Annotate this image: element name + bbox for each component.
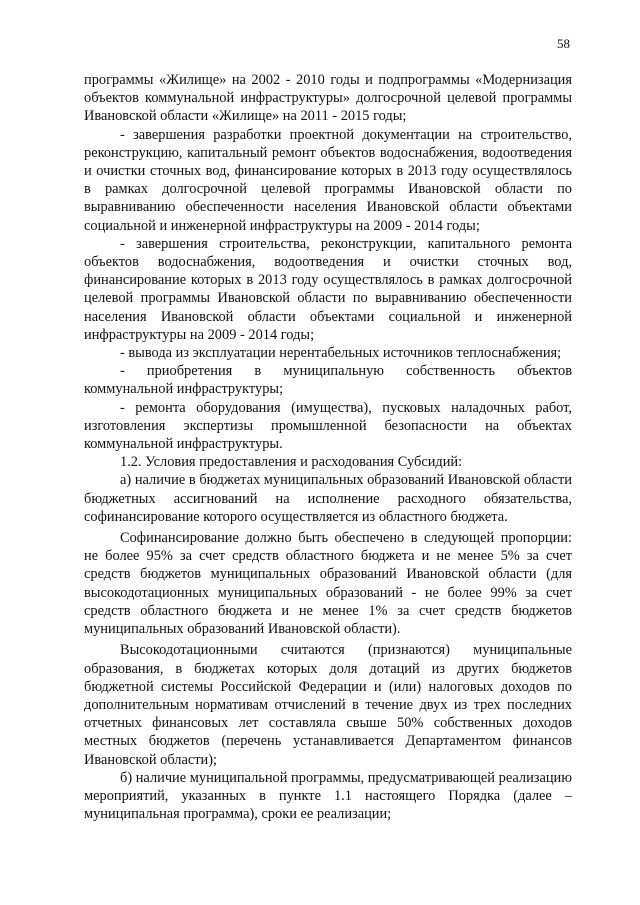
document-body bbox=[84, 71, 572, 823]
page-number: 58 bbox=[557, 36, 570, 51]
paragraph: б) наличие муниципальной программы, предусматривающей реализацию мероприятий, указанных в пункте 1.1 настоящего Порядка (далее – муниципальная программа), сроки ее реализации; bbox=[84, 769, 572, 823]
paragraph: а) наличие в бюджетах муниципальных образований Ивановской области бюджетных ассигнований на исполнение расходного обязательства, софинансирование которого осуществляется из областного бюджета. bbox=[84, 472, 572, 525]
paragraph: - завершения разработки проектной документации на строительство, реконструкцию, капитальный ремонт объектов водоснабжения, водоотведения и очистки сточных вод, финансирование которых в 2013 году осуществлялось в рамках долгосрочной целевой программы Ивановской области по выравниванию обеспеченности населения Ивановской области объектами социальной и инженерной инфраструктуры на 2009 - 2014 годы; bbox=[84, 126, 572, 234]
paragraph: программы «Жилище» на 2002 - 2010 годы и подпрограммы «Модернизация объектов коммунальной инфраструктуры» долгосрочной целевой программы Ивановской области «Жилище» на 2011 - 2015 годы; bbox=[84, 72, 572, 125]
paragraph: - завершения строительства, реконструкции, капитального ремонта объектов водоснабжения, водоотведения и очистки сточных вод, финансирование которых в 2013 году осуществлялось в рамках долгосрочной целевой программы Ивановской области по выравниванию обеспеченности населения Ивановской области объектами социальной и инженерной инфраструктуры на 2009 - 2014 годы; bbox=[84, 235, 572, 343]
paragraph: - ремонта оборудования (имущества), пусковых наладочных работ, изготовления экспертизы промышленной безопасности на объектах коммунальной инфраструктуры. bbox=[84, 399, 572, 453]
paragraph: - приобретения в муниципальную собственность объектов коммунальной инфраструктуры; bbox=[84, 363, 572, 398]
paragraph: Высокодотационными считаются (признаются) муниципальные образования, в бюджетах которых доля дотаций из других бюджетов бюджетной системы Российской Федерации и (или) налоговых доходов по дополнительным нормативам отчислений в течение двух из трех последних отчетных финансовых лет составляла свыше 50% собственных доходов местных бюджетов (перечень устанавливается Департаментом финансов Ивановской области); bbox=[84, 642, 572, 768]
section-heading: 1.2. Условия предоставления и расходования Субсидий: bbox=[120, 454, 463, 471]
paragraph: Софинансирование должно быть обеспечено в следующей пропорции: не более 95% за счет средств областного бюджета и не менее 5% за счет средств бюджетов муниципальных образований Ивановской области (для высокодотационных муниципальных образований - не более 99% за счет средств областного бюджета и не менее 1% за счет средств бюджетов муниципальных образований Ивановской области). bbox=[84, 530, 572, 638]
paragraph: - вывода из эксплуатации нерентабельных источников теплоснабжения; bbox=[120, 345, 562, 362]
